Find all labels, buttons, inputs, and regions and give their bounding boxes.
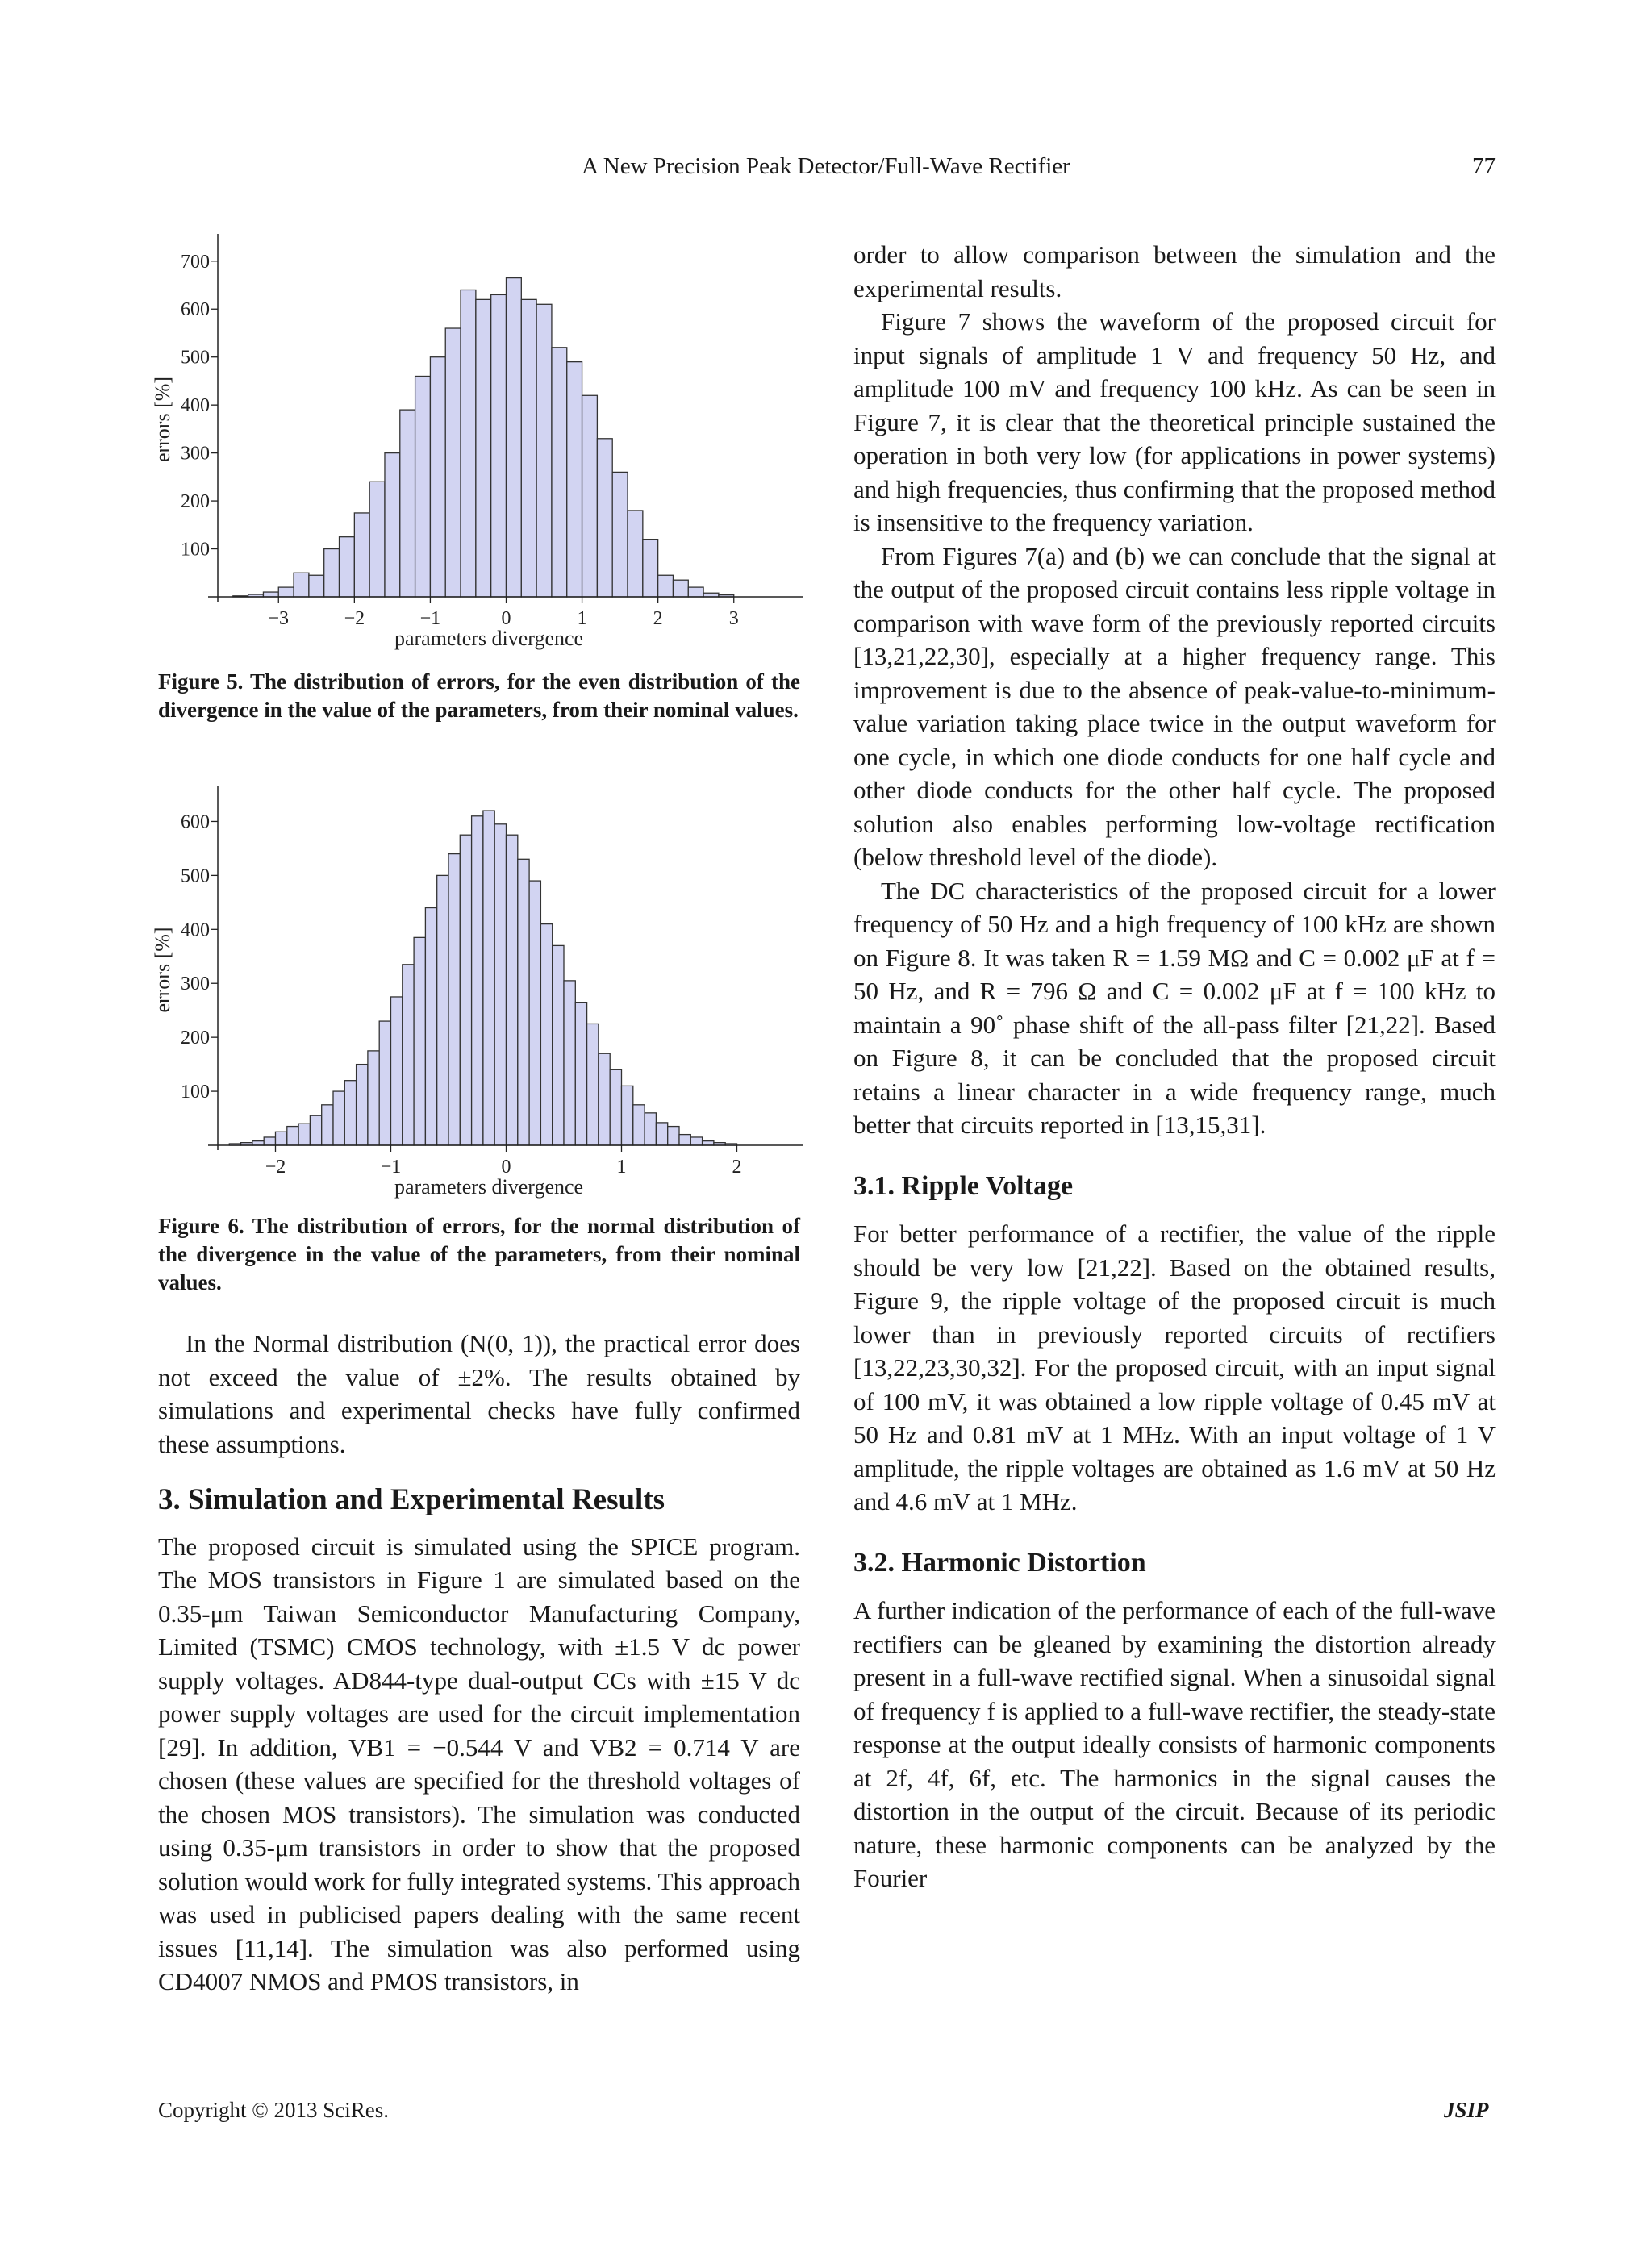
y-tick-label: 400 (181, 919, 210, 941)
y-tick-label: 600 (181, 299, 210, 321)
x-tick-label: 3 (728, 608, 739, 629)
y-tick-label: 200 (181, 491, 210, 513)
figures-7ab-paragraph: From Figures 7(a) and (b) we can conclude that the signal at the output of the proposed circuit contains less ripple voltage in comparison with wave form of the previously reported circuits [13,21,22,30], especially at a higher frequency range. This improvement is due to the absence of peak-value-to-minimum-value variation taking place twice in the output waveform for one cycle, in which one diode conducts for one half cycle and other diode conducts for the other half cycle. The proposed solution also enables performing low-voltage rectification (below threshold level of the diode). (853, 541, 1496, 871)
dc-characteristics-paragraph: The DC characteristics of the proposed circuit for a lower frequency of 50 Hz and a high frequency of 100 kHz are shown on Figure 8. It was taken R = 1.59 MΩ and C = 0.002 μF at f = 50 Hz, and R = 796 Ω and C = 0.002 μF at f = 100 kHz to maintain a 90˚ phase shift of the all-pass filter [21,22]. Based on Figure 8, it can be concluded that the proposed circuit retains a linear character in a wide frequency range, much better that circuits reported in [13,15,31]. (853, 876, 1496, 1139)
x-tick-label: 1 (577, 608, 587, 629)
histogram-bar (690, 1137, 702, 1145)
histogram-bar (344, 1081, 356, 1145)
histogram-bar (414, 937, 425, 1145)
histogram-bar (703, 1141, 714, 1145)
y-tick-label: 200 (181, 1028, 210, 1049)
histogram-bar (536, 304, 552, 597)
histogram-bar (322, 1105, 333, 1145)
histogram-bar (645, 1113, 656, 1145)
section-3-heading: 3. Simulation and Experimental Results (158, 1483, 665, 1516)
histogram-bar (310, 1115, 321, 1145)
histogram-bar (276, 1132, 287, 1145)
histogram-bar (507, 278, 522, 597)
histogram-bar (461, 290, 476, 597)
histogram-bar (264, 1137, 275, 1145)
y-axis-label: errors [%] (151, 927, 174, 1013)
histogram-bar (437, 875, 448, 1145)
y-tick-label: 600 (181, 811, 210, 833)
y-tick-label: 100 (181, 1082, 210, 1103)
histogram-bar (472, 816, 483, 1145)
histogram-bar (582, 395, 598, 597)
histogram-bar (324, 549, 340, 597)
histogram-bar (425, 908, 436, 1145)
histogram-bar (597, 439, 612, 597)
histogram-bar (357, 1065, 368, 1145)
histogram-bar (564, 981, 575, 1145)
ripple-paragraph: For better performance of a rectifier, the value of the ripple should be very low [21,22]. Based on the obtained results, Figure 9, the ripple voltage of the proposed circuit is much lower than in previously reported circuits of rectifiers [13,22,23,30,32]. For the proposed circuit, with an input signal of 100 mV, it was obtained a low ripple voltage of 0.45 mV at 50 Hz and 0.81 mV at 1 MHz. With an input voltage of 1 V amplitude, the ripple voltages are obtained as 1.6 mV at 50 Hz and 4.6 mV at 1 MHz. (853, 1219, 1496, 1515)
histogram-bar (379, 1021, 390, 1145)
histogram-bar (333, 1091, 344, 1145)
histogram-bar (518, 859, 529, 1145)
histogram-bar (633, 1105, 645, 1145)
running-title: A New Precision Peak Detector/Full-Wave Rectifier (582, 153, 1070, 179)
histogram-bar (643, 540, 658, 597)
normal-distribution-paragraph: In the Normal distribution (N(0, 1)), the practical error does not exceed the value of ±2%. The results obtained by simulations and experimental checks have fully confirmed these assumptions. (158, 1329, 800, 1458)
histogram-bar (529, 881, 540, 1145)
x-tick-label: 0 (501, 608, 511, 629)
x-tick-label: 0 (501, 1157, 511, 1178)
histogram-bar (263, 592, 278, 597)
figure-6-caption: Figure 6. The distribution of errors, for the normal distribution of the divergence in the value of the parameters, from their nominal values. (158, 1214, 800, 1295)
x-axis-label: parameters divergence (394, 627, 584, 650)
histogram-bar (476, 299, 491, 597)
histogram-bar (521, 299, 536, 597)
histogram-bar (483, 811, 494, 1145)
histogram-bar (430, 357, 445, 597)
x-tick-label: −3 (268, 608, 290, 629)
x-tick-label: −1 (380, 1157, 402, 1178)
histogram-bar (400, 410, 415, 597)
x-tick-label: −2 (344, 608, 365, 629)
y-tick-label: 500 (181, 347, 210, 369)
x-tick-label: 2 (732, 1157, 742, 1178)
histogram-bar (369, 482, 385, 597)
y-tick-label: 700 (181, 251, 210, 273)
histogram-bar (415, 376, 431, 597)
histogram-bar (575, 1003, 586, 1145)
histogram-bar (658, 575, 674, 597)
histogram-bar (567, 362, 582, 597)
journal-name: JSIP (1444, 2098, 1489, 2122)
harmonic-paragraph: A further indication of the performance of each of the full-wave rectifiers can be gleaned by examining the distortion already present in a full-wave rectified signal. When a sinusoidal signal of frequency f is applied to a full-wave rectifier, the steady-state response at the output ideally consists of harmonic components at 2f, 4f, 6f, etc. The harmonics in the signal causes the distortion in the output of the circuit. Because of its periodic nature, these harmonic components can be analyzed by the Fourier (853, 1596, 1496, 1892)
histogram-bar (385, 453, 400, 597)
histogram-bar (445, 328, 461, 597)
y-tick-label: 400 (181, 395, 210, 417)
histogram-bar (507, 835, 518, 1145)
x-tick-label: −1 (419, 608, 441, 629)
section-3-1-heading: 3.1. Ripple Voltage (853, 1170, 1074, 1201)
y-tick-label: 100 (181, 539, 210, 561)
figure-7-paragraph: Figure 7 shows the waveform of the proposed circuit for input signals of amplitude 1 V and frequency 50 Hz, and amplitude 100 mV and frequency 100 kHz. As can be seen in Figure 7, it is clear that the theoretical principle sustained the operation in both very low (for applications in power systems) and high frequencies, thus confirming that the proposed method is insensitive to the frequency variation. (853, 307, 1496, 536)
histogram-bar (340, 537, 355, 597)
y-tick-label: 300 (181, 973, 210, 995)
histogram-bar (494, 824, 506, 1145)
histogram-bar (354, 513, 369, 597)
histogram-bar (656, 1123, 667, 1145)
y-axis-label: errors [%] (151, 376, 174, 463)
histogram-bar (553, 945, 564, 1145)
histogram-bar (688, 587, 703, 597)
histogram-bar (278, 587, 294, 597)
histogram-bar (540, 924, 552, 1145)
figure-5-caption: Figure 5. The distribution of errors, for the even distribution of the divergence in the value of the parameters, from their nominal values. (158, 669, 800, 722)
y-tick-label: 500 (181, 865, 210, 887)
histogram-bar (491, 294, 507, 597)
histogram-bar (587, 1024, 599, 1145)
histogram-bar (628, 511, 643, 597)
histogram-bar (448, 854, 460, 1145)
histogram-bar (460, 835, 471, 1145)
x-axis-label: parameters divergence (394, 1175, 584, 1199)
page-number: 77 (1472, 153, 1496, 179)
right-column (853, 238, 1496, 1895)
histogram-bar (552, 348, 567, 597)
histogram-bar (668, 1127, 679, 1145)
comparison-paragraph: order to allow comparison between the simulation and the experimental results. (853, 240, 1496, 302)
section-3-2-heading: 3.2. Harmonic Distortion (853, 1547, 1146, 1578)
figure-6 (153, 786, 815, 1198)
histogram-bar (391, 997, 403, 1145)
histogram-bar (679, 1135, 690, 1145)
histogram-bar (673, 580, 688, 597)
figure-5-histogram (153, 230, 815, 657)
histogram-bar (622, 1086, 633, 1145)
x-tick-label: 1 (616, 1157, 627, 1178)
histogram-bar (294, 573, 309, 597)
histogram-bar (287, 1127, 298, 1145)
histogram-bar (610, 1069, 621, 1145)
histogram-bar (309, 575, 324, 597)
x-tick-label: −2 (265, 1157, 286, 1178)
histogram-bar (298, 1124, 310, 1145)
histogram-bar (612, 472, 628, 597)
x-tick-label: 2 (653, 608, 663, 629)
histogram-bar (252, 1141, 264, 1145)
histogram-bar (368, 1051, 379, 1145)
simulation-paragraph: The proposed circuit is simulated using the SPICE program. The MOS transistors in Figure 1 are simulated based on the 0.35-μm Taiwan Semiconductor Manufacturing Company, Limited (TSMC) CMOS technology, with ±1.5 V dc power supply voltages. AD844-type dual-output CCs with ±15 V dc power supply voltages are used for the circuit implementation [29]. In addition, VB1 = −0.544 V and VB2 = 0.714 V are chosen (these values are specified for the threshold voltages of the chosen MOS transistors). The simulation was conducted using 0.35-μm transistors in order to show that the proposed solution would work for fully integrated systems. This approach was used in publicised papers dealing with the same recent issues [11,14]. The simulation was also performed using CD4007 NMOS and PMOS transistors, in (158, 1532, 800, 1995)
figure-6-histogram (153, 786, 815, 1198)
histogram-bar (599, 1053, 610, 1145)
copyright: Copyright © 2013 SciRes. (158, 2098, 390, 2122)
left-column (158, 1327, 800, 1999)
y-tick-label: 300 (181, 443, 210, 465)
histogram-bar (403, 965, 414, 1145)
figure-5 (153, 230, 815, 657)
